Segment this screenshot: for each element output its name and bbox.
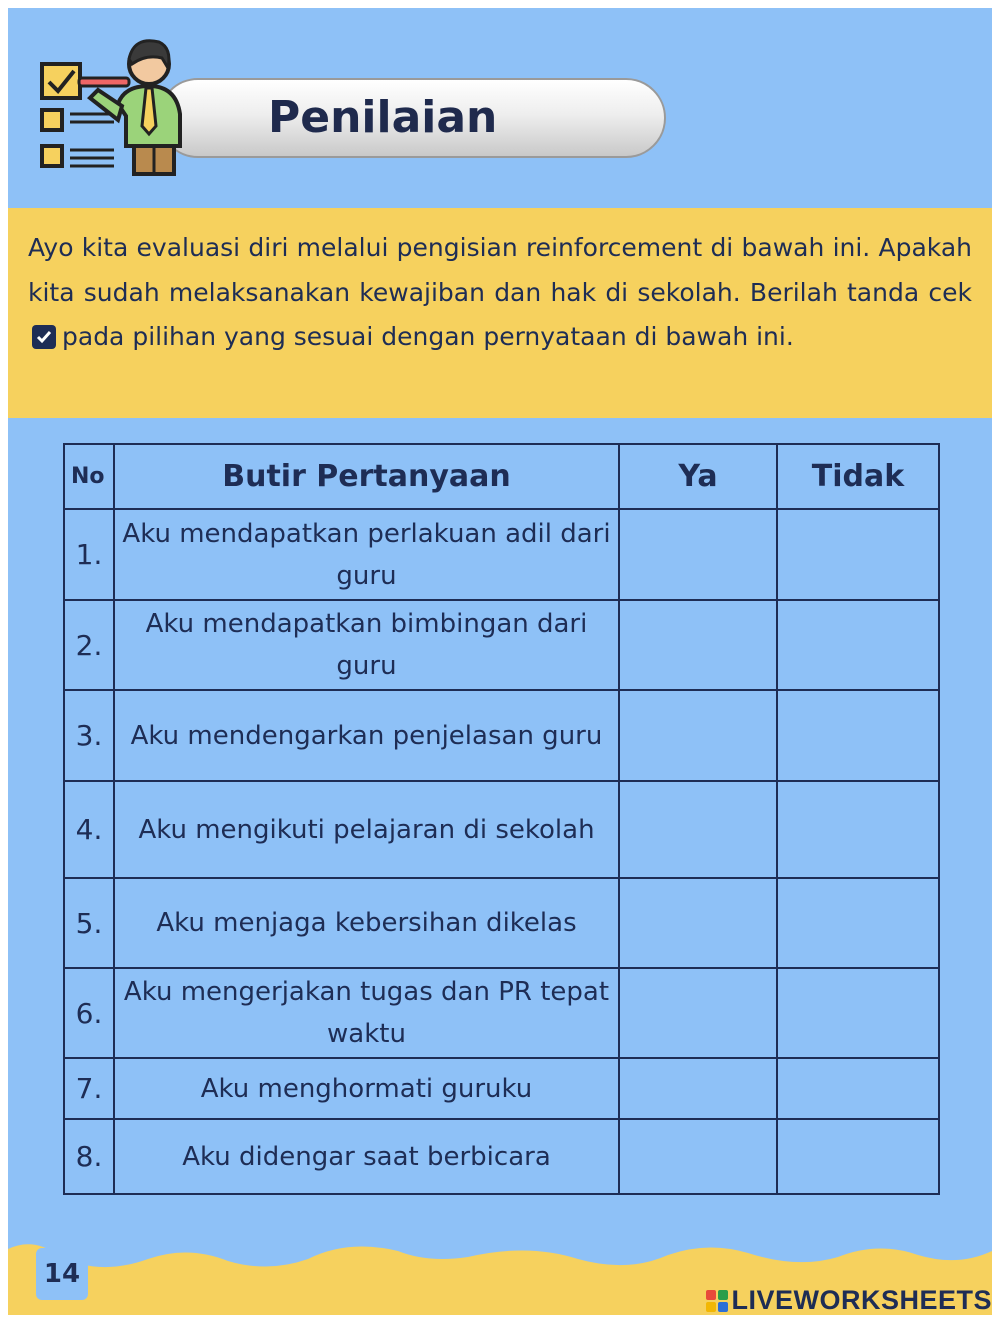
worksheet-page bbox=[8, 8, 992, 1315]
checkbox-checked-icon bbox=[32, 325, 56, 349]
row-question: Aku mendapatkan perlakuan adil dari guru bbox=[114, 509, 619, 600]
column-header-question: Butir Pertanyaan bbox=[114, 444, 619, 509]
row-number: 5. bbox=[64, 878, 114, 968]
answer-no-cell[interactable] bbox=[777, 878, 939, 968]
row-number: 6. bbox=[64, 968, 114, 1058]
row-question: Aku didengar saat berbicara bbox=[114, 1119, 619, 1194]
brand-label: LIVEWORKSHEETS bbox=[731, 1285, 992, 1315]
answer-no-cell[interactable] bbox=[777, 781, 939, 878]
row-number: 8. bbox=[64, 1119, 114, 1194]
instruction-text bbox=[28, 226, 972, 360]
answer-yes-cell[interactable] bbox=[619, 1119, 777, 1194]
answer-no-cell[interactable] bbox=[777, 690, 939, 781]
column-header-no: No bbox=[64, 444, 114, 509]
answer-no-cell[interactable] bbox=[777, 1119, 939, 1194]
row-number: 7. bbox=[64, 1058, 114, 1119]
column-header-no-option: Tidak bbox=[777, 444, 939, 509]
table-row bbox=[64, 1058, 939, 1119]
answer-no-cell[interactable] bbox=[777, 968, 939, 1058]
row-number: 3. bbox=[64, 690, 114, 781]
instruction-banner bbox=[8, 208, 992, 418]
table-row bbox=[64, 509, 939, 600]
row-number: 2. bbox=[64, 600, 114, 690]
liveworksheets-brand[interactable] bbox=[706, 1280, 992, 1320]
teacher-checklist-icon bbox=[34, 34, 194, 184]
table-row bbox=[64, 781, 939, 878]
table-row bbox=[64, 968, 939, 1058]
row-question: Aku mendengarkan penjelasan guru bbox=[114, 690, 619, 781]
instruction-text-part2: pada pilihan yang sesuai dengan pernyataan di bawah ini. bbox=[62, 322, 794, 351]
page-number-badge: 14 bbox=[36, 1248, 88, 1300]
row-question: Aku mendapatkan bimbingan dari guru bbox=[114, 600, 619, 690]
row-number: 4. bbox=[64, 781, 114, 878]
table-row bbox=[64, 690, 939, 781]
table-header-row bbox=[64, 444, 939, 509]
liveworksheets-logo-icon bbox=[706, 1290, 728, 1312]
row-question: Aku mengikuti pelajaran di sekolah bbox=[114, 781, 619, 878]
answer-yes-cell[interactable] bbox=[619, 690, 777, 781]
answer-no-cell[interactable] bbox=[777, 509, 939, 600]
assessment-table bbox=[63, 443, 940, 1195]
instruction-text-part1: Ayo kita evaluasi diri melalui pengisian reinforcement di bawah ini. Apakah kita sudah melaksanakan kewajiban dan hak di sekolah. Berilah tanda cek bbox=[28, 233, 972, 307]
answer-yes-cell[interactable] bbox=[619, 968, 777, 1058]
answer-yes-cell[interactable] bbox=[619, 1058, 777, 1119]
answer-yes-cell[interactable] bbox=[619, 600, 777, 690]
page-title: Penilaian bbox=[268, 92, 498, 143]
row-question: Aku mengerjakan tugas dan PR tepat waktu bbox=[114, 968, 619, 1058]
row-question: Aku menjaga kebersihan dikelas bbox=[114, 878, 619, 968]
answer-no-cell[interactable] bbox=[777, 600, 939, 690]
answer-yes-cell[interactable] bbox=[619, 509, 777, 600]
column-header-yes: Ya bbox=[619, 444, 777, 509]
table-row bbox=[64, 600, 939, 690]
answer-yes-cell[interactable] bbox=[619, 781, 777, 878]
row-number: 1. bbox=[64, 509, 114, 600]
table-row bbox=[64, 1119, 939, 1194]
table-row bbox=[64, 878, 939, 968]
answer-no-cell[interactable] bbox=[777, 1058, 939, 1119]
row-question: Aku menghormati guruku bbox=[114, 1058, 619, 1119]
answer-yes-cell[interactable] bbox=[619, 878, 777, 968]
